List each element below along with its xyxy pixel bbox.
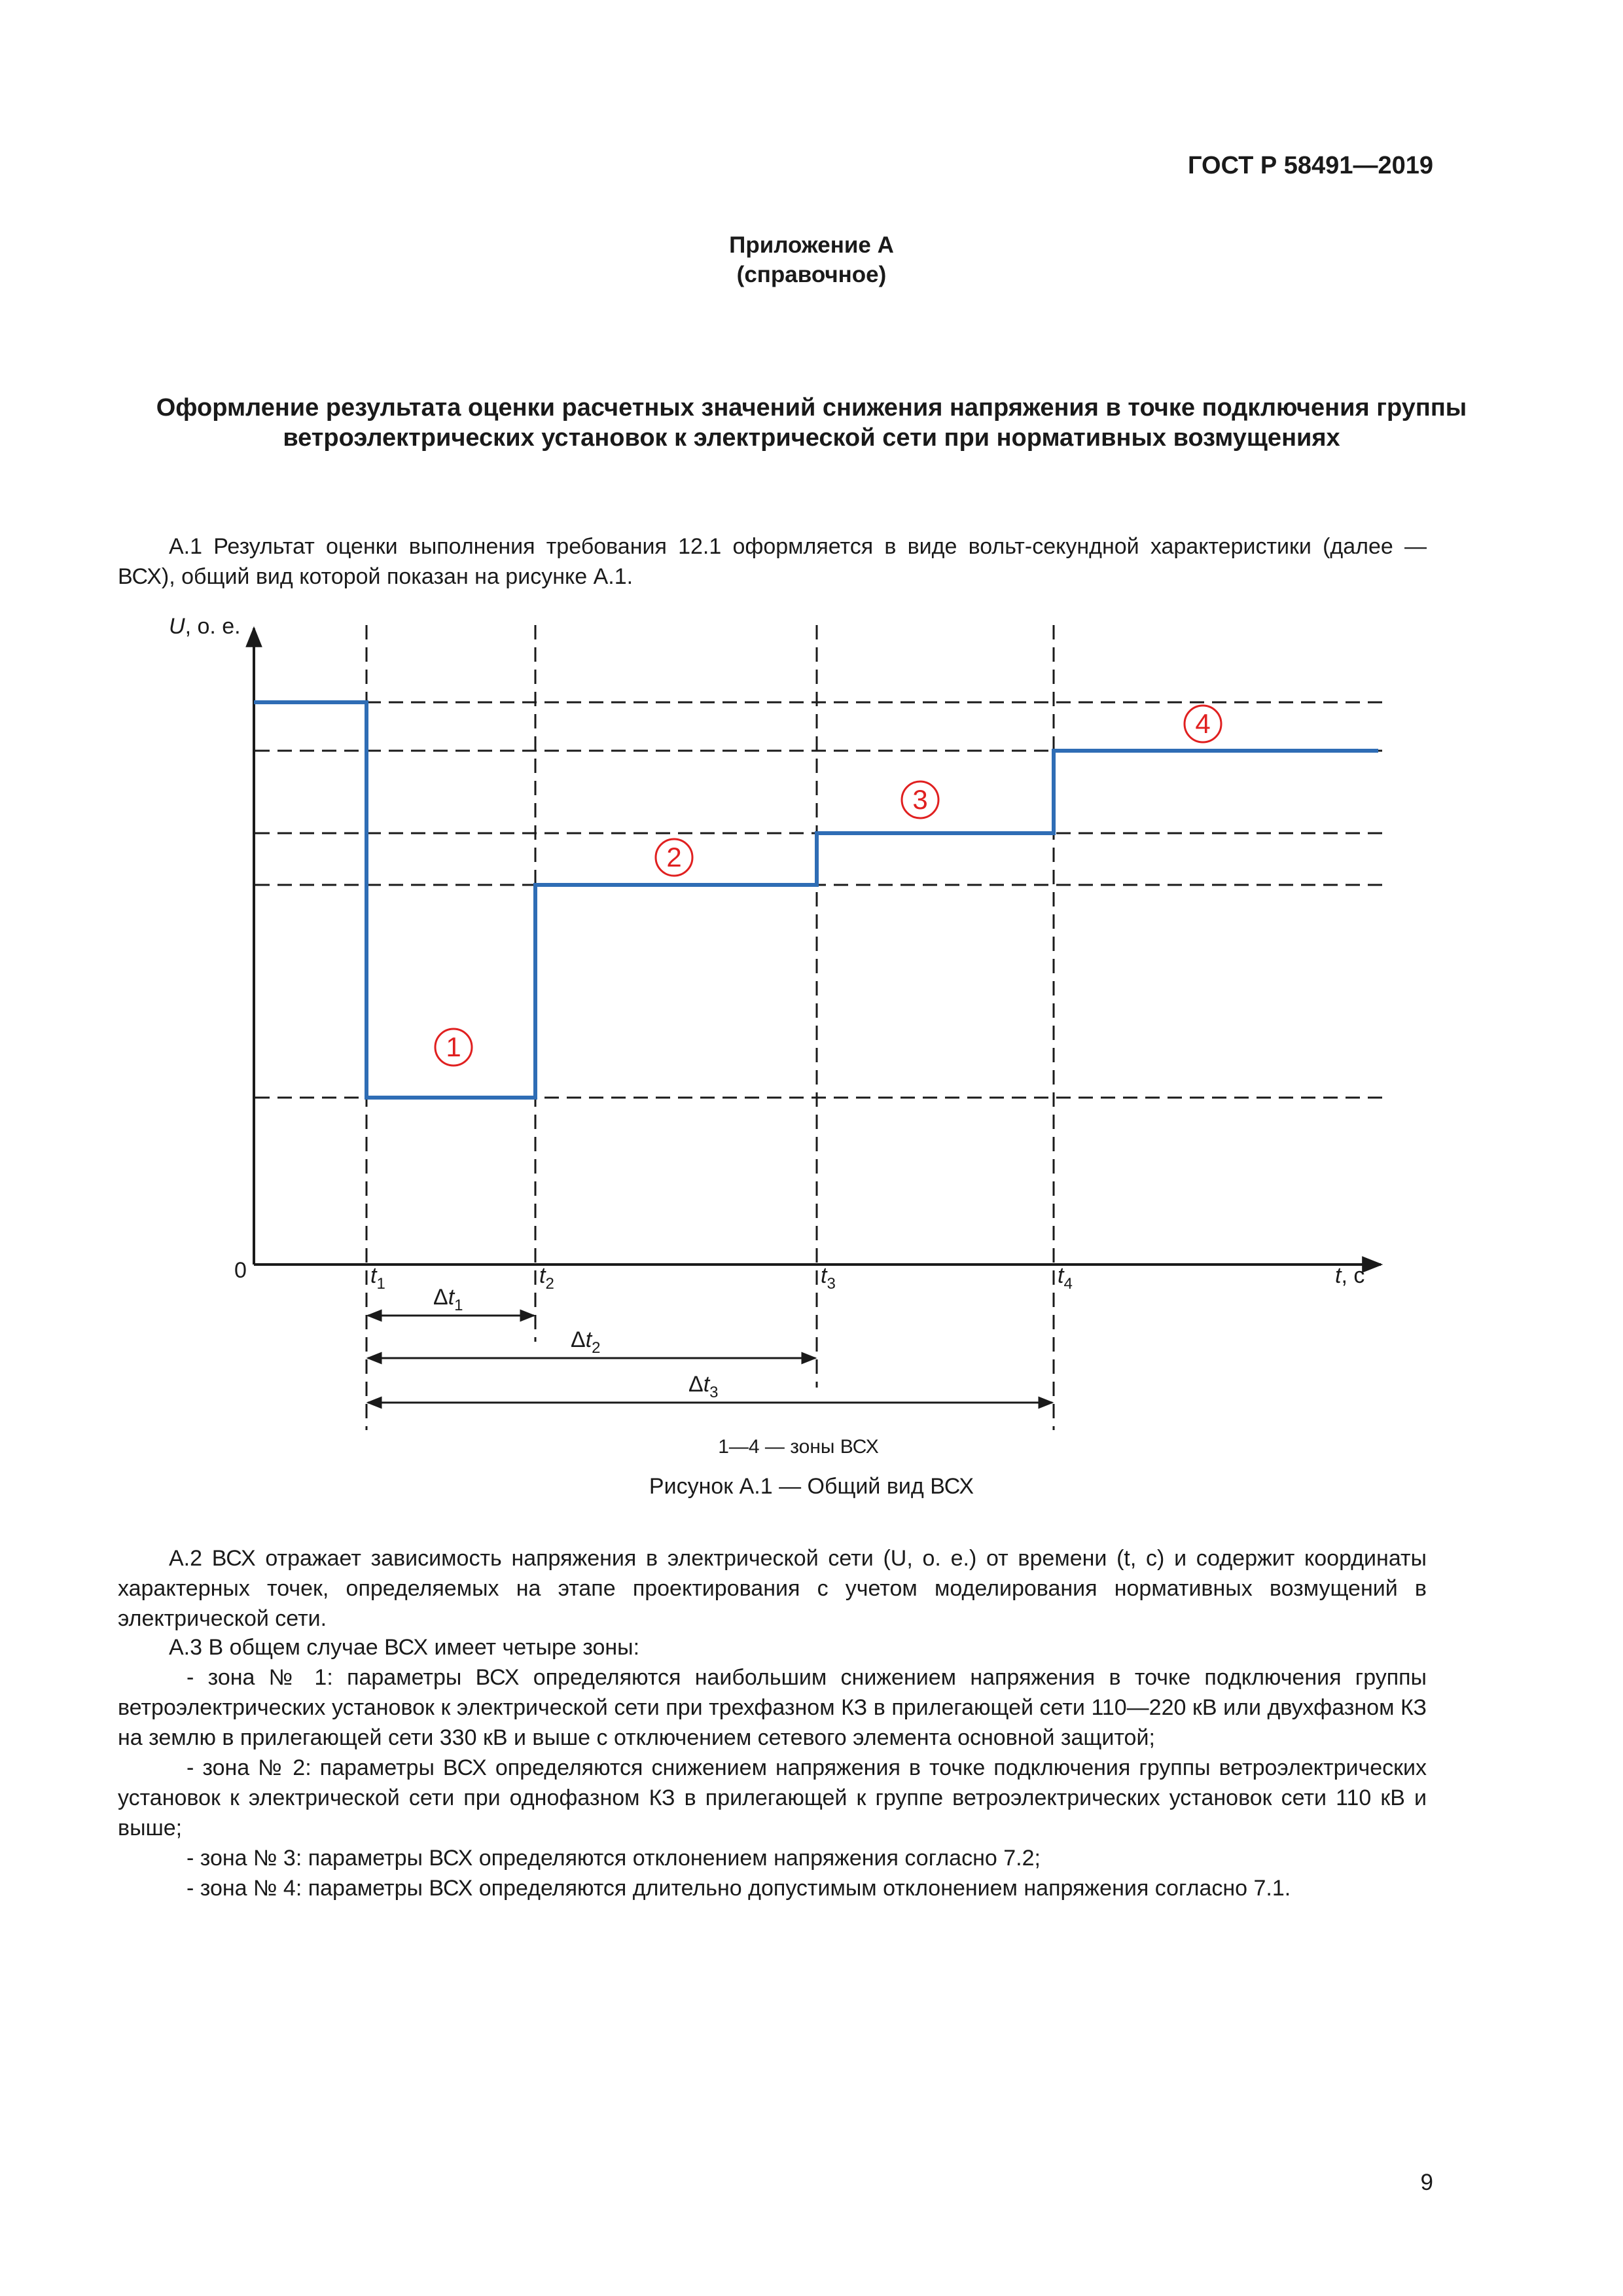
list-item: - зона № 3: параметры ВСХ определяются отклонением напряжения согласно 7.2; — [187, 1846, 1041, 1871]
zone-marker-2 — [656, 839, 692, 876]
x-axis-label: t, с — [1335, 1263, 1365, 1288]
document-code: ГОСТ Р 58491—2019 — [1188, 152, 1433, 179]
paragraph-a1: А.1 Результат оценки выполнения требования 12.1 оформляется в виде вольт-секундной характеристики (далее — ВСХ), общий вид которой показан на рисунке А.1. — [118, 534, 1427, 589]
dt2-label: $\Delta t_2$ — [571, 1327, 601, 1357]
svg-text:2: 2 — [666, 842, 682, 872]
t1-label: $t_1$ — [370, 1263, 385, 1293]
paragraph-a3: А.3 В общем случае ВСХ имеет четыре зоны: — [169, 1635, 640, 1660]
svg-text:1: 1 — [446, 1031, 461, 1062]
paragraph-a2: А.2 ВСХ отражает зависимость напряжения в электрической сети (U, о. е.) от времени (t, с) и содержит координаты характерных точек, определяемых на этапе проектирования с учетом моделирования нормативных возмущений в электрической сети. — [118, 1546, 1427, 1631]
dt1-label: $\Delta t_1$ — [433, 1285, 463, 1314]
page-number: 9 — [1420, 2170, 1433, 2195]
figure-legend-note: 1—4 — зоны ВСХ — [718, 1436, 879, 1458]
y-axis-label: U, о. е. — [169, 614, 241, 639]
origin-label: 0 — [234, 1258, 247, 1283]
zone-marker-4 — [1185, 706, 1221, 742]
list-item: - зона № 4: параметры ВСХ определяются длительно допустимым отклонением напряжения согласно 7.1. — [187, 1876, 1291, 1901]
section-title: Оформление результата оценки расчетных значений снижения напряжения в точке подключения группы ветроэлектрических установок к электрической сети при нормативных возмущениях — [156, 394, 1467, 452]
dt3-label: $\Delta t_3$ — [688, 1372, 719, 1401]
zone-marker-3 — [902, 781, 938, 818]
svg-text:3: 3 — [912, 784, 928, 815]
list-item: - зона № 1: параметры ВСХ определяются наибольшим снижением напряжения в точке подключения группы ветроэлектрических установок к электрической сети при трехфазном КЗ в прилегающей сети 110—220 кВ или двухфазном КЗ на землю в прилегающей сети 330 кВ и выше с отключением сетевого элемента основной защитой; — [118, 1665, 1427, 1750]
appendix-title: Приложение А — [729, 232, 894, 258]
list-item: - зона № 2: параметры ВСХ определяются снижением напряжения в точке подключения группы ветроэлектрических установок к электрической сети при однофазном КЗ в прилегающей к группе ветроэлектрических установок сети 110 кВ и выше; — [118, 1755, 1427, 1840]
figure-caption: Рисунок А.1 — Общий вид ВСХ — [649, 1474, 974, 1499]
zones-list — [118, 1662, 1427, 1903]
t2-label: $t_2$ — [539, 1263, 554, 1293]
appendix-subtitle: (справочное) — [736, 262, 887, 287]
zone-marker-1 — [435, 1029, 472, 1066]
t3-label: $t_3$ — [821, 1263, 836, 1293]
t4-label: $t_4$ — [1058, 1263, 1073, 1293]
svg-text:4: 4 — [1195, 708, 1211, 739]
